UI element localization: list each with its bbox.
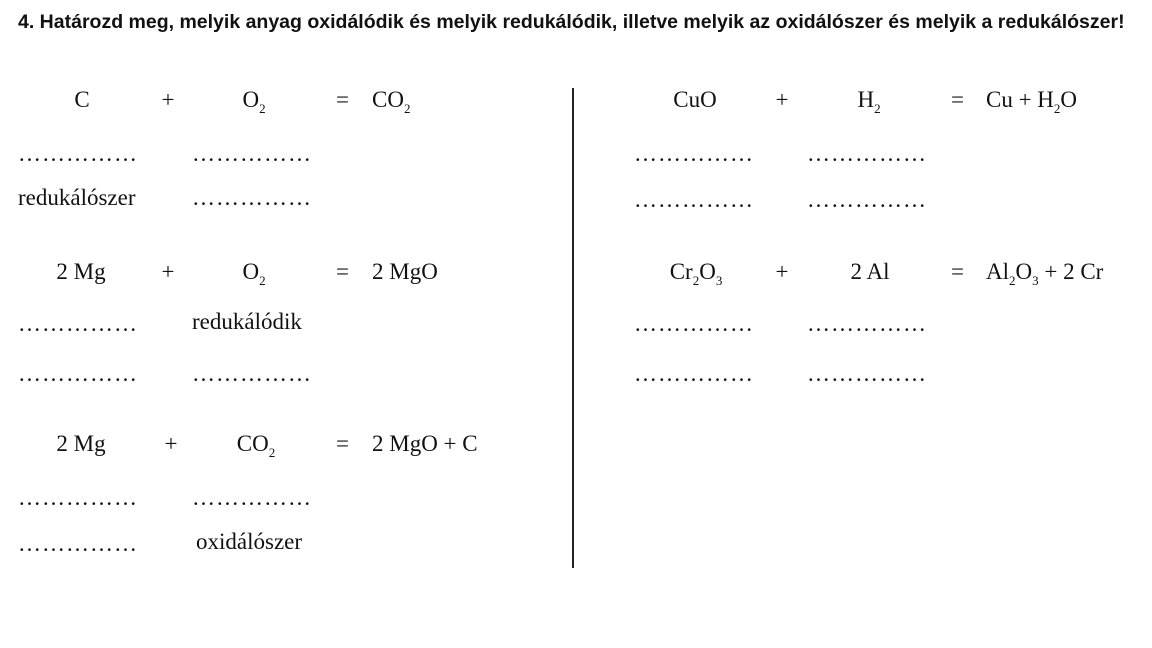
- reaction-1-equals: =: [336, 87, 349, 112]
- reaction-3-answer-r2-bottom[interactable]: oxidálószer: [196, 529, 303, 554]
- reaction-1-answer-r1-bottom[interactable]: redukálószer: [18, 185, 136, 210]
- reaction-5-answer-r2-top[interactable]: ……………: [807, 311, 927, 336]
- reaction-1-plus: +: [161, 87, 175, 112]
- reaction-2-answer-r1-top[interactable]: ……………: [18, 311, 138, 336]
- reaction-1-answer-r2-bottom[interactable]: ……………: [192, 185, 312, 210]
- reaction-2-products: 2 MgO: [372, 259, 438, 284]
- reaction-4-reactant-2: $H_2$: [857, 87, 881, 116]
- reaction-4-plus: +: [775, 87, 789, 112]
- reaction-5-answer-r1-top[interactable]: ……………: [634, 311, 754, 336]
- reaction-3-answer-r1-bottom[interactable]: ……………: [18, 531, 138, 556]
- reaction-3-products: 2 MgO + C: [372, 431, 478, 456]
- task-title: 4. Határozd meg, melyik anyag oxidálódik és melyik redukálódik, illetve melyik az oxidálószer és melyik a redukálószer!: [18, 11, 1125, 33]
- reaction-3-plus: +: [164, 431, 178, 456]
- reaction-5-equals: =: [951, 259, 964, 284]
- reaction-3-equals: =: [336, 431, 349, 456]
- reaction-5-reactant-1: $Cr_2O_3$: [669, 259, 723, 288]
- reaction-1-answer-r2-top[interactable]: ……………: [192, 141, 312, 166]
- reaction-1-products: $CO_2$: [372, 87, 411, 116]
- reaction-1-reactant-1: C: [74, 87, 90, 112]
- reaction-3-reactant-1: 2 Mg: [56, 431, 106, 456]
- reaction-2-plus: +: [161, 259, 175, 284]
- reaction-2-answer-r2-bottom[interactable]: ……………: [192, 361, 312, 386]
- reaction-5-reactant-2: 2 Al: [850, 259, 890, 284]
- reaction-2-reactant-1: 2 Mg: [56, 259, 106, 284]
- reaction-4-answer-r1-top[interactable]: ……………: [634, 141, 754, 166]
- reaction-4-equals: =: [951, 87, 964, 112]
- column-divider: [572, 88, 574, 568]
- reaction-4-answer-r2-bottom[interactable]: ……………: [807, 187, 927, 212]
- reaction-2-answer-r2-top[interactable]: redukálódik: [192, 309, 302, 334]
- reaction-4-reactant-1: CuO: [673, 87, 717, 112]
- reaction-2-reactant-2: $O_2$: [242, 259, 266, 288]
- reaction-2-answer-r1-bottom[interactable]: ……………: [18, 361, 138, 386]
- reaction-5-answer-r2-bottom[interactable]: ……………: [807, 361, 927, 386]
- reaction-1-answer-r1-top[interactable]: ……………: [18, 141, 138, 166]
- reaction-5-plus: +: [775, 259, 789, 284]
- reaction-5-products: $Al_2O_3 + 2$ Cr: [986, 259, 1104, 288]
- reaction-4-products: $Cu + H_2O$: [986, 87, 1078, 116]
- reaction-4-answer-r2-top[interactable]: ……………: [807, 141, 927, 166]
- reaction-2-equals: =: [336, 259, 349, 284]
- reaction-3-reactant-2: $CO_2$: [236, 431, 276, 460]
- reaction-3-answer-r2-top[interactable]: ……………: [192, 485, 312, 510]
- reaction-3-answer-r1-top[interactable]: ……………: [18, 485, 138, 510]
- reaction-5-answer-r1-bottom[interactable]: ……………: [634, 361, 754, 386]
- reaction-1-reactant-2: $O_2$: [242, 87, 266, 116]
- reaction-4-answer-r1-bottom[interactable]: ……………: [634, 187, 754, 212]
